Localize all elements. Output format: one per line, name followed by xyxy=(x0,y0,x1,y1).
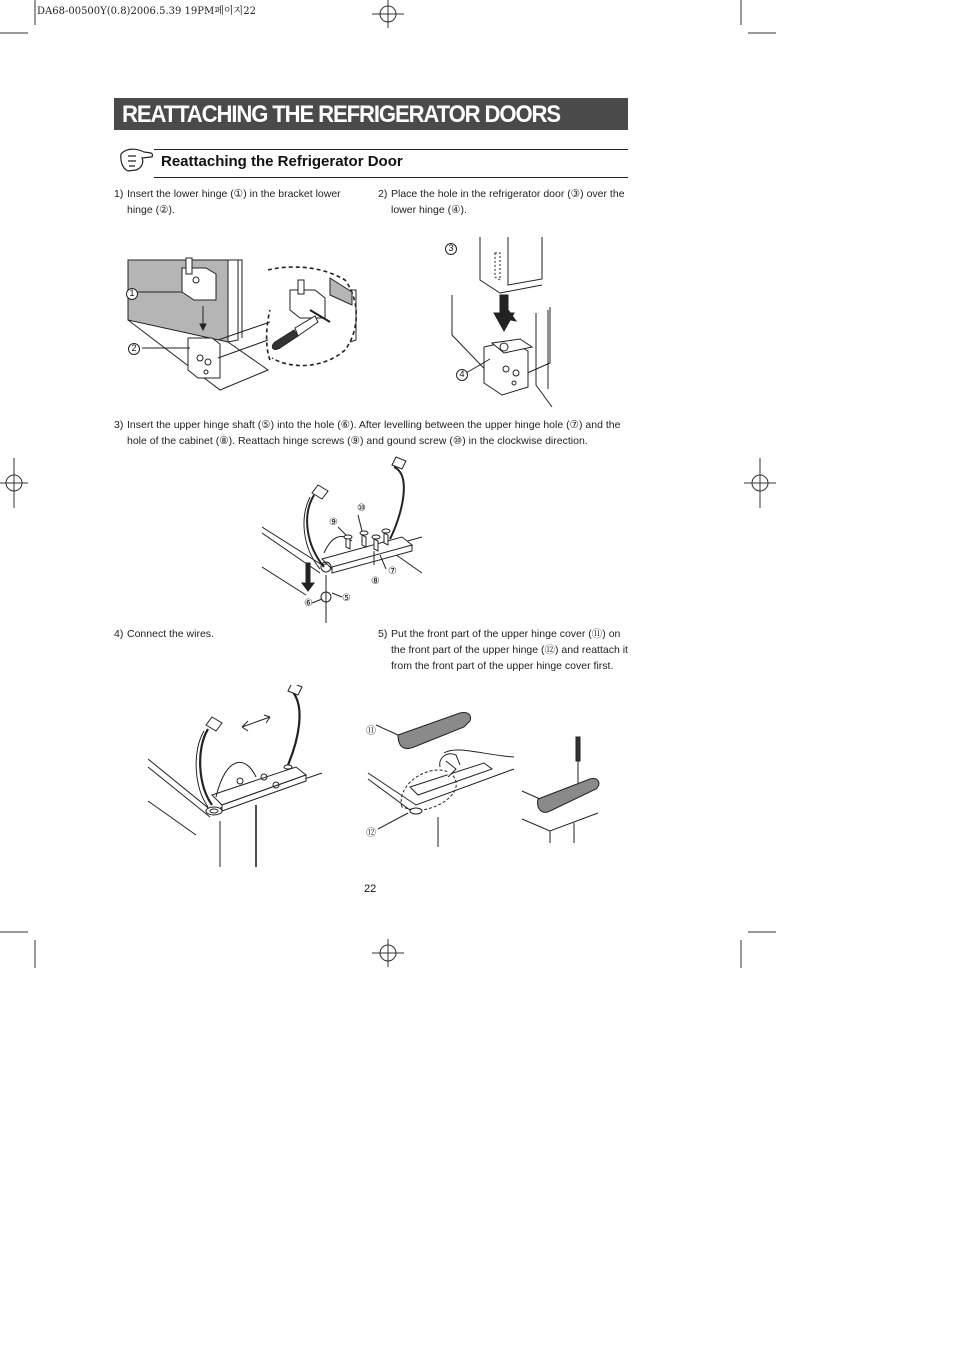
illustration-hinge-cover-front xyxy=(364,705,519,850)
callout-7: ⑦ xyxy=(388,566,397,577)
step-number: 5) xyxy=(378,628,388,640)
step-text: Insert the upper hinge shaft (⑤) into the hole (⑥). After levelling between the upper hinge hole (⑦) and the hole of the cabinet (⑧). Reattach hinge screws (⑨) and gound screw (⑩) in the clockwise direction. xyxy=(127,419,621,447)
step-4 xyxy=(114,626,354,642)
pointing-hand-icon xyxy=(118,144,154,176)
step-number: 3) xyxy=(114,419,124,431)
step-number: 2) xyxy=(378,188,388,200)
callout-4: 4 xyxy=(459,369,465,379)
callout-3: 3 xyxy=(448,243,454,253)
print-header: DA68-00500Y(0.8)2006.5.39 19PM페이지22 xyxy=(37,6,256,17)
callout-11: ⑪ xyxy=(366,726,376,737)
callout-6: ⑥ xyxy=(304,598,313,609)
callout-2: 2 xyxy=(131,343,137,353)
step-5 xyxy=(378,626,628,674)
step-number: 1) xyxy=(114,188,124,200)
step-number: 4) xyxy=(114,628,124,640)
step-text: Place the hole in the refrigerator door (③) over the lower hinge (④). xyxy=(391,188,625,216)
callout-12: ⑫ xyxy=(366,828,376,839)
subheading: Reattaching the Refrigerator Door xyxy=(161,153,403,170)
illustration-hinge-cover-screw xyxy=(520,735,600,845)
callout-8: ⑧ xyxy=(371,576,380,587)
illustration-lower-hinge-bracket xyxy=(120,250,365,400)
step-text: Connect the wires. xyxy=(127,628,214,640)
callout-10: ⑩ xyxy=(357,503,366,514)
step-3 xyxy=(114,417,628,449)
callout-5: ⑤ xyxy=(342,593,351,604)
page-title: REATTACHING THE REFRIGERATOR DOORS xyxy=(122,101,561,128)
subheading-rule-top xyxy=(154,149,628,150)
illustration-door-over-lower-hinge xyxy=(440,235,590,410)
illustration-connect-wires xyxy=(146,685,331,870)
callout-9: ⑨ xyxy=(329,517,338,528)
step-text: Put the front part of the upper hinge cover (⑪) on the front part of the upper hinge (⑫) and reattach it from the front part of the upper hinge cover first. xyxy=(391,628,628,672)
page-title-bar xyxy=(114,98,628,130)
step-1 xyxy=(114,186,362,218)
page-number: 22 xyxy=(364,883,377,895)
step-2 xyxy=(378,186,628,218)
callout-1: 1 xyxy=(129,288,135,298)
step-text: Insert the lower hinge (①) in the bracket lower hinge (②). xyxy=(127,188,341,216)
subheading-rule-bottom xyxy=(154,177,628,178)
